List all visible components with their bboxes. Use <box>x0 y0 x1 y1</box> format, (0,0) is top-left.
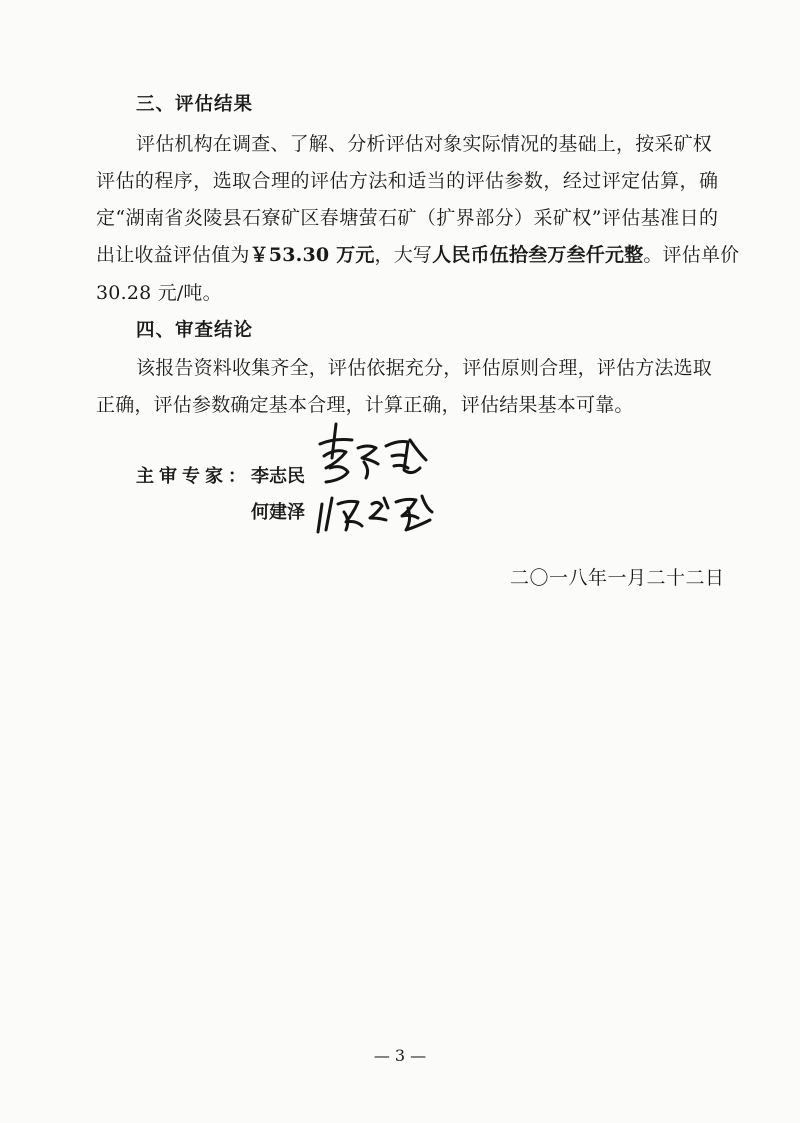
expert-name: 何建泽 <box>251 502 305 523</box>
page-number: — 3 — <box>373 1046 427 1065</box>
valuation-amount: ￥53.30 万元 <box>249 244 375 266</box>
text-segment: 出让收益评估值为 <box>96 244 250 266</box>
valuation-amount-words: 人民币伍拾叁万叁仟元整 <box>432 244 644 266</box>
expert-name: 李志民 <box>251 466 305 487</box>
section-heading-results: 三、评估结果 <box>136 94 254 115</box>
expert-label: 主审专家： <box>136 466 251 487</box>
paragraph-line: 正确，评估参数确定基本合理，计算正确，评估结果基本可靠。 <box>96 394 634 416</box>
signature-1 <box>312 418 432 488</box>
text-segment: 。评估单价 <box>643 244 740 266</box>
paragraph-line: 评估的程序，选取合理的评估方法和适当的评估参数，经过评定估算，确 <box>96 170 718 192</box>
paragraph-line: 评估机构在调查、了解、分析评估对象实际情况的基础上，按采矿权 <box>136 133 713 155</box>
document-date: 二〇一八年一月二十二日 <box>510 567 725 589</box>
paragraph-line <box>96 243 739 267</box>
signature-2 <box>314 490 438 538</box>
section-heading-conclusion: 四、审查结论 <box>136 320 254 341</box>
paragraph-line: 该报告资料收集齐全，评估依据充分，评估原则合理，评估方法选取 <box>136 357 713 379</box>
paragraph-line: 定“湖南省炎陵县石寮矿区春塘萤石矿（扩界部分）采矿权”评估基准日的 <box>96 207 718 229</box>
paragraph-line: 30.28 元/吨。 <box>96 282 222 304</box>
text-segment: ，大写 <box>374 244 433 266</box>
